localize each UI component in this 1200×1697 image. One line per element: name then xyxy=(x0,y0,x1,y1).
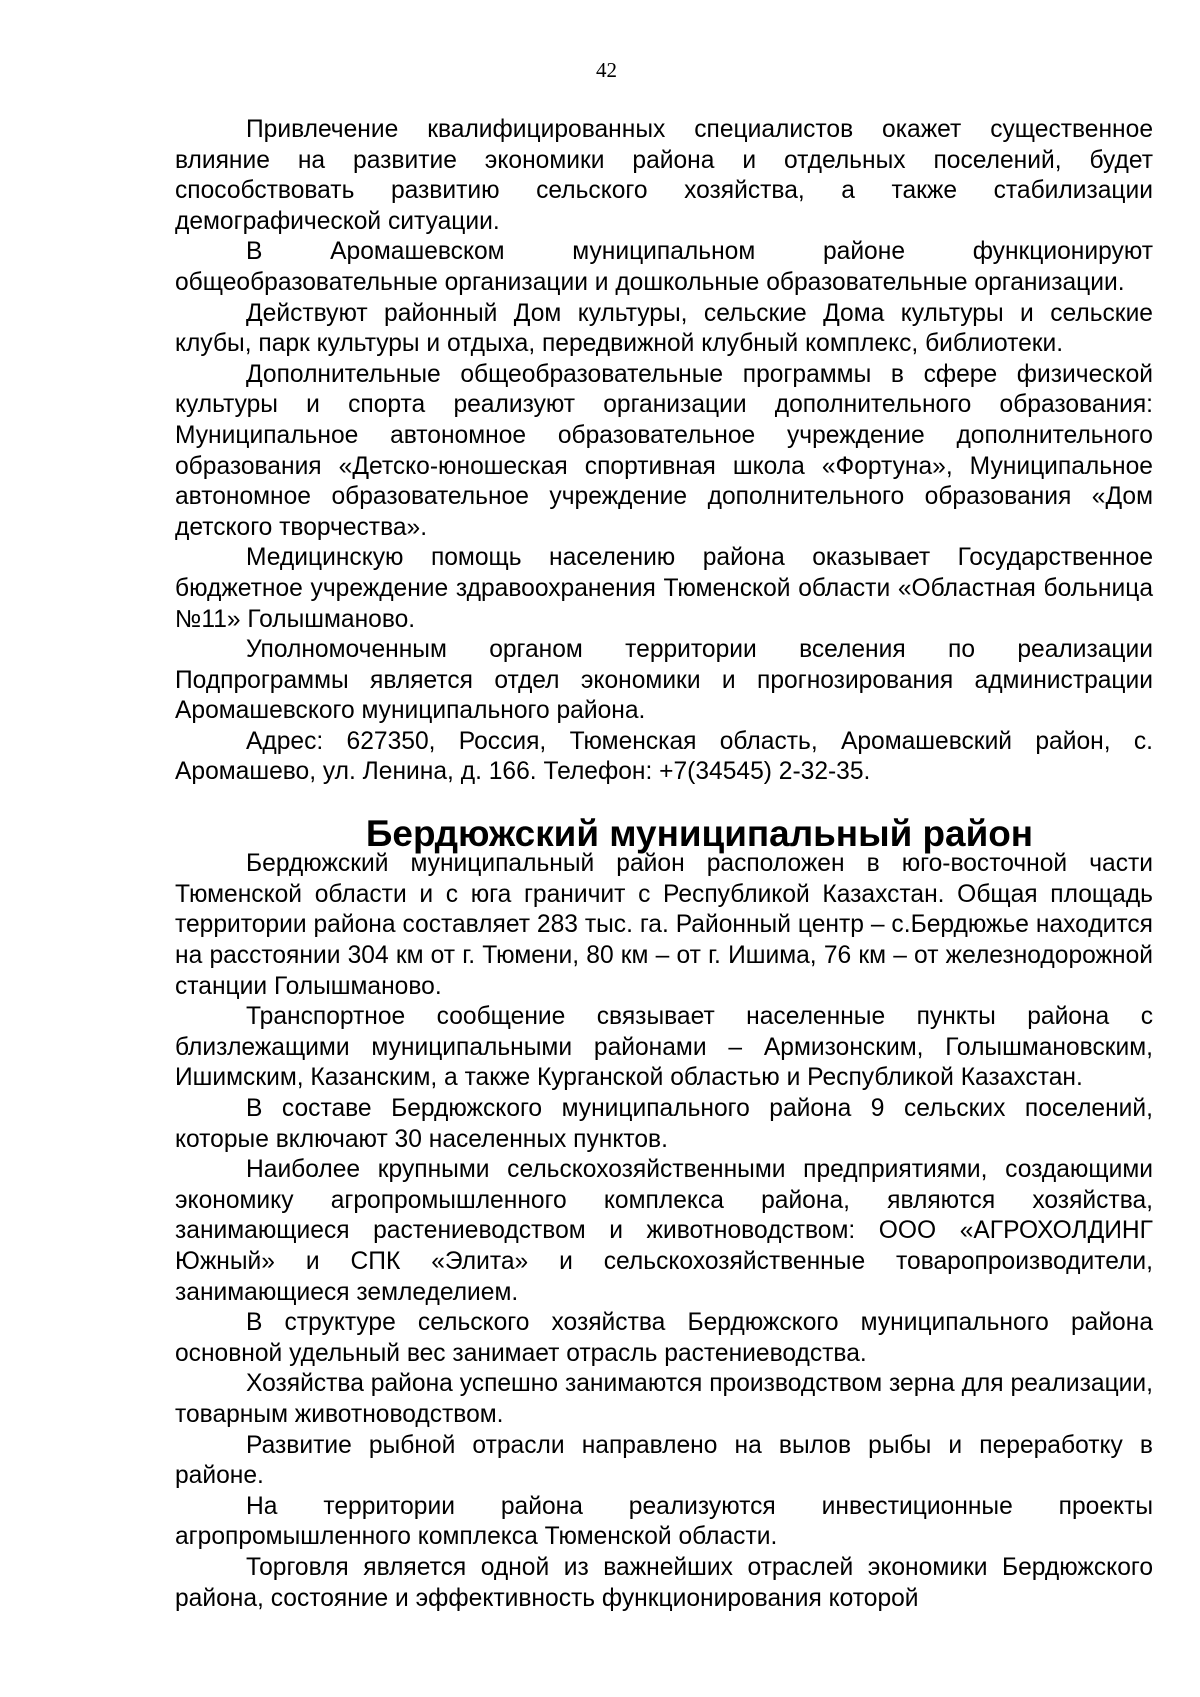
paragraph: Дополнительные общеобразовательные программы в сфере физической культуры и спорта реализуют организации дополнительного образования: Муниципальное автономное образовательное учреждение дополнительного образования «Детско-юношеская спортивная школа «Фортуна», Муниципальное автономное образовательное учреждение дополнительного образования «Дом детского творчества». xyxy=(175,360,1153,541)
page-body xyxy=(175,115,1153,1614)
paragraph: Бердюжский муниципальный район расположен в юго-восточной части Тюменской области и с юга граничит с Республикой Казахстан. Общая площадь территории района составляет 283 тыс. га. Районный центр – с.Бердюжье находится на расстоянии 304 км от г. Тюмени, 80 км – от г. Ишима, 76 км – от железнодорожной станции Голышманово. xyxy=(175,850,1153,1000)
paragraph: Торговля является одной из важнейших отраслей экономики Бердюжского района, состояние и эффективность функционирования которой xyxy=(175,1553,1153,1612)
paragraph: На территории района реализуются инвестиционные проекты агропромышленного комплекса Тюменской области. xyxy=(175,1492,1153,1551)
paragraph: Уполномоченным органом территории вселения по реализации Подпрограммы является отдел экономики и прогнозирования администрации Аромашевского муниципального района. xyxy=(175,636,1153,725)
paragraph: В составе Бердюжского муниципального района 9 сельских поселений, которые включают 30 населенных пунктов. xyxy=(175,1095,1153,1153)
page-number: 42 xyxy=(596,58,617,82)
section-heading: Бердюжский муниципальный район xyxy=(365,812,1034,854)
paragraph: Транспортное сообщение связывает населенные пункты района с близлежащими муниципальными районами – Армизонским, Голышмановским, Ишимским, Казанским, а также Курганской областью и Республикой Казахстан. xyxy=(175,1003,1153,1092)
paragraph: В Аромашевском муниципальном районе функционируют общеобразовательные организации и дошкольные образовательные организации. xyxy=(175,238,1153,296)
paragraph: Адрес: 627350, Россия, Тюменская область, Аромашевский район, с. Аромашево, ул. Ленина, д. 166. Телефон: +7(34545) 2-32-35. xyxy=(175,727,1153,786)
paragraph: Привлечение квалифицированных специалистов окажет существенное влияние на развитие экономики района и отдельных поселений, будет способствовать развитию сельского хозяйства, а также стабилизации демографической ситуации. xyxy=(175,116,1153,235)
paragraph: Наиболее крупными сельскохозяйственными предприятиями, создающими экономику агропромышленного комплекса района, являются хозяйства, занимающиеся растениеводством и животноводством: ООО «АГРОХОЛДИНГ Южный» и СПК «Элита» и сельскохозяйственные товаропроизводители, занимающиеся земледелием. xyxy=(175,1156,1153,1306)
paragraph: Хозяйства района успешно занимаются производством зерна для реализации, товарным животноводством. xyxy=(175,1370,1153,1428)
paragraph: Действуют районный Дом культуры, сельские Дома культуры и сельские клубы, парк культуры и отдыха, передвижной клубный комплекс, библиотеки. xyxy=(175,299,1153,358)
paragraph: В структуре сельского хозяйства Бердюжского муниципального района основной удельный вес занимает отрасль растениеводства. xyxy=(175,1309,1153,1367)
paragraph: Медицинскую помощь населению района оказывает Государственное бюджетное учреждение здравоохранения Тюменской области «Областная больница №11» Голышманово. xyxy=(175,544,1153,633)
paragraph: Развитие рыбной отрасли направлено на вылов рыбы и переработку в районе. xyxy=(175,1431,1153,1490)
